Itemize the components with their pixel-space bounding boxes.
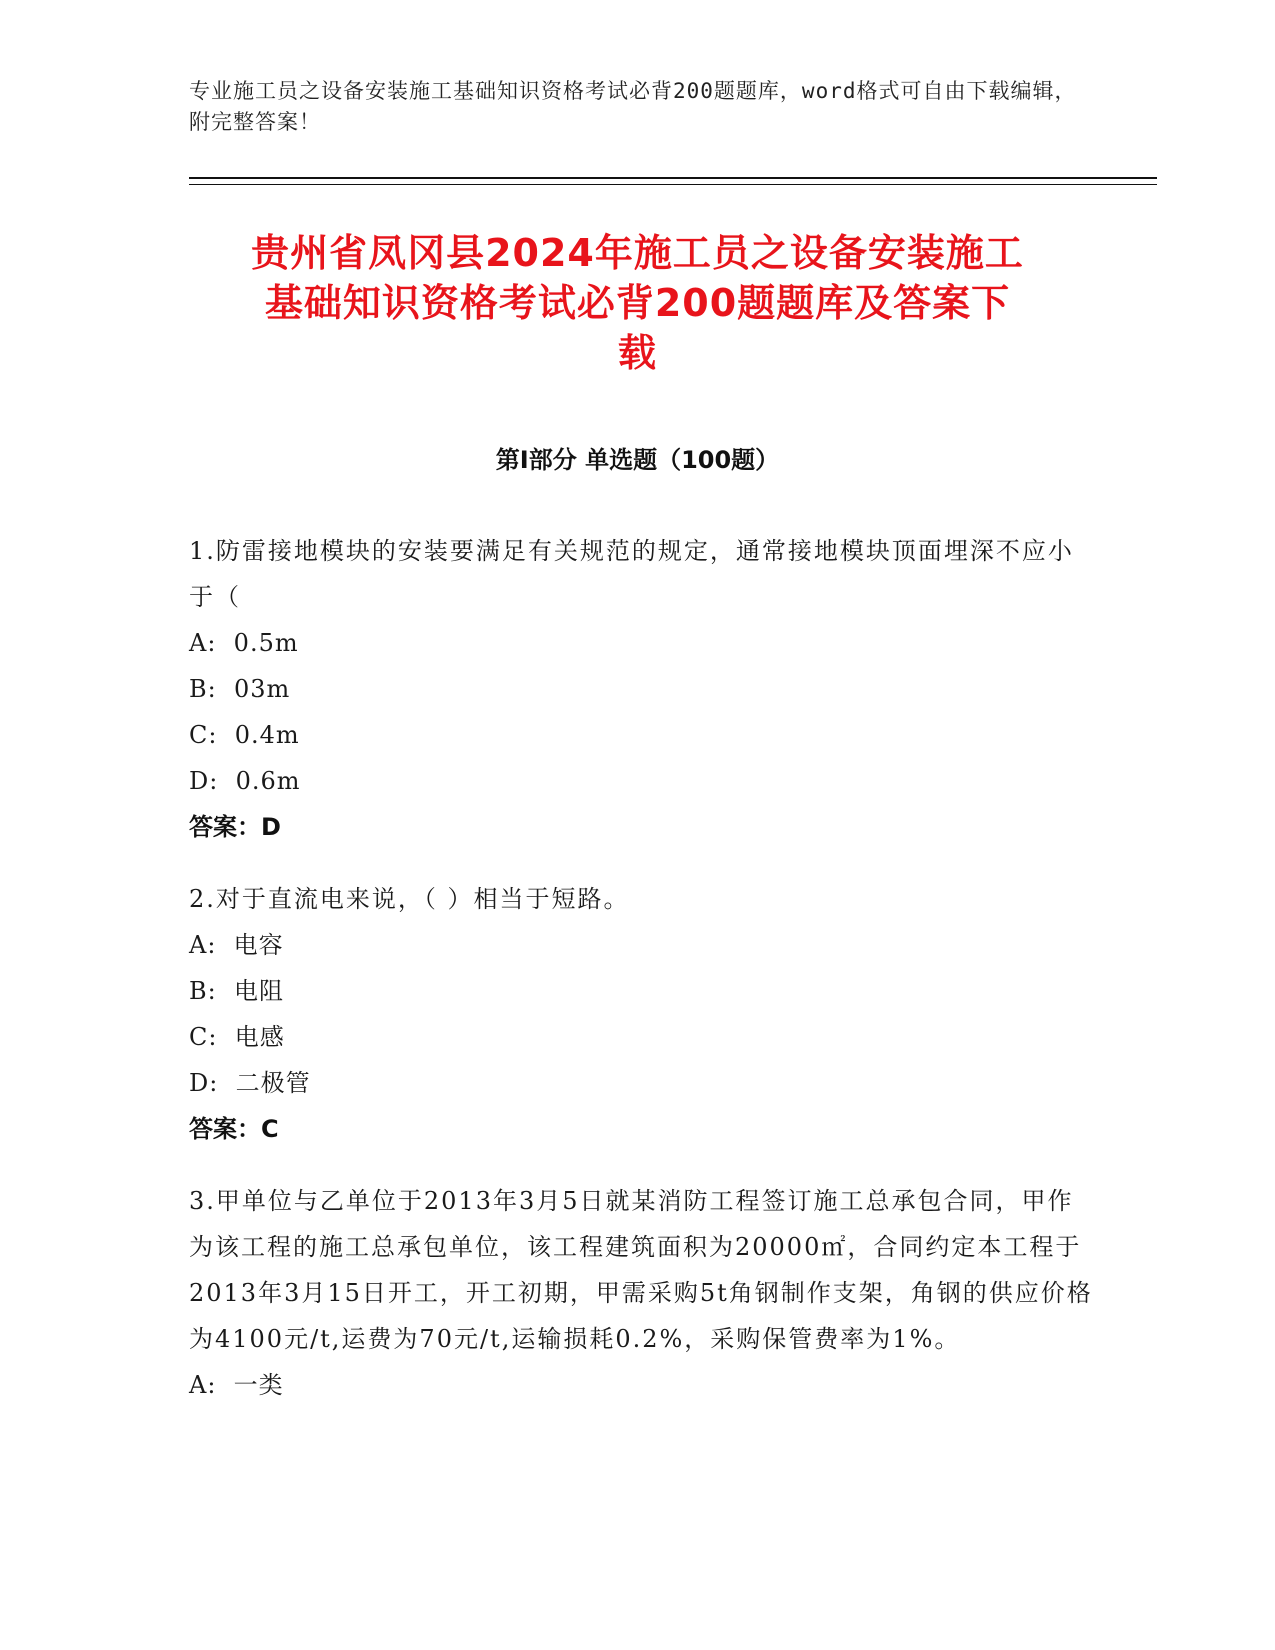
answer-label: 答案：D: [189, 813, 281, 841]
option-d: D: 0.6m: [189, 767, 301, 795]
option-a: A: 0.5m: [189, 629, 299, 657]
document-title: [170, 228, 1105, 378]
question-text: 3.甲单位与乙单位于2013年3月5日就某消防工程签订施工总承包合同，甲作为该工程的施工总承包单位，该工程建筑面积为20000㎡，合同约定本工程于2013年3月15日开工，开工初期，甲需采购5t角钢制作支架，角钢的供应价格为4100元/t,运费为70元/t,运输损耗0.2%，采购保管费率为1%。: [189, 1187, 1093, 1353]
option-a: A: 一类: [189, 1371, 284, 1399]
question-text: 1.防雷接地模块的安装要满足有关规范的规定，通常接地模块顶面埋深不应小于（: [189, 537, 1074, 611]
option-b: B: 电阻: [189, 977, 284, 1005]
question-text: 2.对于直流电来说，（ ）相当于短路。: [189, 885, 630, 913]
section-heading: 第Ⅰ部分 单选题（100题）: [495, 446, 780, 474]
title-line-2: 基础知识资格考试必背200题题库及答案下: [264, 281, 1011, 325]
option-c: C: 0.4m: [189, 721, 300, 749]
title-line-3: 载: [617, 331, 657, 375]
option-c: C: 电感: [189, 1023, 285, 1051]
question-list: [189, 528, 1099, 1434]
option-b: B: 03m: [189, 675, 291, 703]
question-item: [189, 1178, 1099, 1408]
question-item: [189, 528, 1099, 850]
title-line-1: 贵州省凤冈县2024年施工员之设备安装施工: [251, 231, 1024, 275]
header-note: 专业施工员之设备安装施工基础知识资格考试必背200题题库，word格式可自由下载编辑，附完整答案！: [189, 79, 1077, 134]
option-d: D: 二极管: [189, 1069, 311, 1097]
answer-label: 答案：C: [189, 1115, 279, 1143]
option-a: A: 电容: [189, 931, 284, 959]
header-divider-thin: [189, 184, 1157, 185]
header-divider-thick: [189, 177, 1157, 179]
question-item: [189, 876, 1099, 1152]
